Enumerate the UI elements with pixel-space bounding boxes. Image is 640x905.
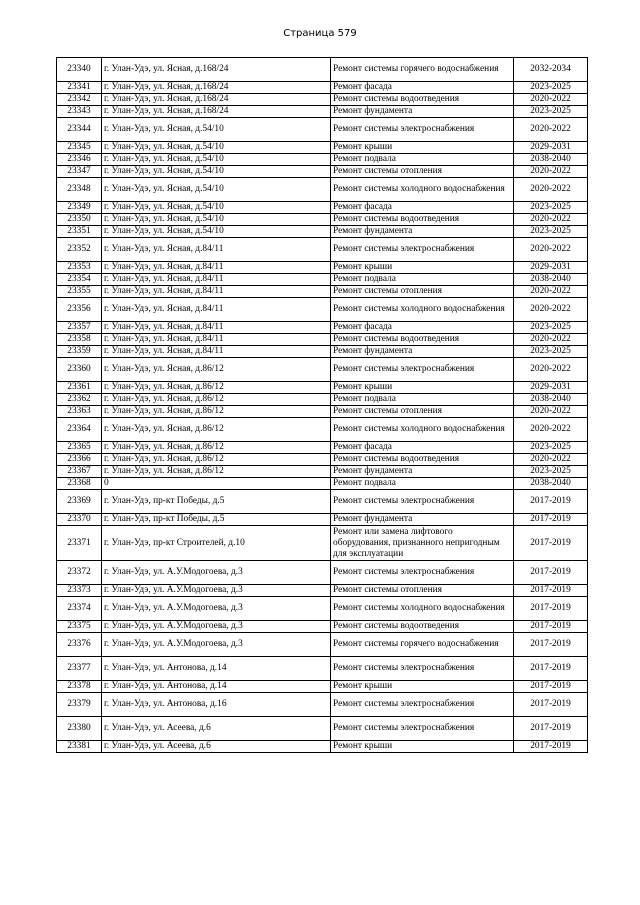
row-number-cell: 23366 (57, 454, 102, 466)
work-type-cell: Ремонт фасада (331, 82, 514, 94)
work-type-cell: Ремонт системы электроснабжения (331, 657, 514, 681)
address-cell: г. Улан-Удэ, ул. Ясная, д.86/12 (102, 358, 331, 382)
address-cell: г. Улан-Удэ, ул. Асеева, д.6 (102, 717, 331, 741)
address-cell: г. Улан-Удэ, ул. Ясная, д.86/12 (102, 418, 331, 442)
work-type-cell: Ремонт фундамента (331, 466, 514, 478)
work-type-cell: Ремонт системы горячего водоснабжения (331, 633, 514, 657)
work-type-cell: Ремонт или замена лифтового оборудования, признанного непригодным для эксплуатации (331, 526, 514, 561)
period-cell: 2020-2022 (514, 334, 588, 346)
table-row (57, 526, 588, 561)
work-type-cell: Ремонт фасада (331, 202, 514, 214)
row-number-cell: 23341 (57, 82, 102, 94)
table-row (57, 238, 588, 262)
row-number-cell: 23363 (57, 406, 102, 418)
row-number-cell: 23344 (57, 118, 102, 142)
address-cell: г. Улан-Удэ, ул. Ясная, д.54/10 (102, 178, 331, 202)
address-cell: г. Улан-Удэ, ул. Ясная, д.168/24 (102, 94, 331, 106)
row-number-cell: 23350 (57, 214, 102, 226)
table-row (57, 597, 588, 621)
table-row (57, 561, 588, 585)
table-row (57, 262, 588, 274)
table-row (57, 478, 588, 490)
work-type-cell: Ремонт системы отопления (331, 406, 514, 418)
period-cell: 2020-2022 (514, 298, 588, 322)
period-cell: 2020-2022 (514, 166, 588, 178)
table-row (57, 82, 588, 94)
row-number-cell: 23377 (57, 657, 102, 681)
table-row (57, 741, 588, 753)
row-number-cell: 23373 (57, 585, 102, 597)
period-cell: 2020-2022 (514, 178, 588, 202)
work-type-cell: Ремонт системы электроснабжения (331, 358, 514, 382)
address-cell: г. Улан-Удэ, ул. Ясная, д.86/12 (102, 406, 331, 418)
row-number-cell: 23372 (57, 561, 102, 585)
row-number-cell: 23375 (57, 621, 102, 633)
address-cell: г. Улан-Удэ, ул. Ясная, д.168/24 (102, 58, 331, 82)
table-row (57, 142, 588, 154)
address-cell: г. Улан-Удэ, ул. Ясная, д.84/11 (102, 298, 331, 322)
period-cell: 2023-2025 (514, 106, 588, 118)
period-cell: 2023-2025 (514, 346, 588, 358)
work-type-cell: Ремонт системы электроснабжения (331, 561, 514, 585)
work-type-cell: Ремонт крыши (331, 262, 514, 274)
row-number-cell: 23351 (57, 226, 102, 238)
work-type-cell: Ремонт фасада (331, 442, 514, 454)
row-number-cell: 23367 (57, 466, 102, 478)
period-cell: 2023-2025 (514, 442, 588, 454)
period-cell: 2017-2019 (514, 693, 588, 717)
work-type-cell: Ремонт системы холодного водоснабжения (331, 597, 514, 621)
table-row (57, 382, 588, 394)
address-cell: г. Улан-Удэ, ул. А.У.Модогоева, д.3 (102, 633, 331, 657)
period-cell: 2017-2019 (514, 585, 588, 597)
period-cell: 2023-2025 (514, 226, 588, 238)
period-cell: 2017-2019 (514, 681, 588, 693)
address-cell: г. Улан-Удэ, ул. Ясная, д.54/10 (102, 154, 331, 166)
table-row (57, 118, 588, 142)
row-number-cell: 23369 (57, 490, 102, 514)
table-row (57, 286, 588, 298)
table-row (57, 717, 588, 741)
address-cell: г. Улан-Удэ, ул. А.У.Модогоева, д.3 (102, 621, 331, 633)
period-cell: 2029-2031 (514, 142, 588, 154)
work-type-cell: Ремонт системы водоотведения (331, 214, 514, 226)
row-number-cell: 23347 (57, 166, 102, 178)
address-cell: г. Улан-Удэ, ул. Ясная, д.168/24 (102, 106, 331, 118)
row-number-cell: 23379 (57, 693, 102, 717)
row-number-cell: 23374 (57, 597, 102, 621)
work-type-cell: Ремонт системы холодного водоснабжения (331, 298, 514, 322)
work-type-cell: Ремонт системы отопления (331, 286, 514, 298)
table-row (57, 106, 588, 118)
table-row (57, 490, 588, 514)
address-cell: г. Улан-Удэ, ул. Ясная, д.84/11 (102, 286, 331, 298)
address-cell: 0 (102, 478, 331, 490)
period-cell: 2017-2019 (514, 621, 588, 633)
table-row (57, 166, 588, 178)
address-cell: г. Улан-Удэ, ул. Асеева, д.6 (102, 741, 331, 753)
period-cell: 2017-2019 (514, 526, 588, 561)
work-type-cell: Ремонт системы электроснабжения (331, 490, 514, 514)
work-type-cell: Ремонт фундамента (331, 106, 514, 118)
address-cell: г. Улан-Удэ, ул. Ясная, д.84/11 (102, 346, 331, 358)
address-cell: г. Улан-Удэ, пр-кт Строителей, д.10 (102, 526, 331, 561)
work-type-cell: Ремонт системы отопления (331, 166, 514, 178)
work-type-cell: Ремонт системы электроснабжения (331, 693, 514, 717)
address-cell: г. Улан-Удэ, ул. А.У.Модогоева, д.3 (102, 585, 331, 597)
row-number-cell: 23359 (57, 346, 102, 358)
table-row (57, 346, 588, 358)
table-row (57, 681, 588, 693)
table-row (57, 358, 588, 382)
table-row (57, 585, 588, 597)
period-cell: 2020-2022 (514, 358, 588, 382)
period-cell: 2038-2040 (514, 478, 588, 490)
row-number-cell: 23357 (57, 322, 102, 334)
row-number-cell: 23360 (57, 358, 102, 382)
work-type-cell: Ремонт системы водоотведения (331, 454, 514, 466)
address-cell: г. Улан-Удэ, пр-кт Победы, д.5 (102, 514, 331, 526)
period-cell: 2017-2019 (514, 514, 588, 526)
address-cell: г. Улан-Удэ, ул. Ясная, д.86/12 (102, 466, 331, 478)
period-cell: 2023-2025 (514, 82, 588, 94)
row-number-cell: 23348 (57, 178, 102, 202)
row-number-cell: 23346 (57, 154, 102, 166)
row-number-cell: 23352 (57, 238, 102, 262)
address-cell: г. Улан-Удэ, ул. Ясная, д.54/10 (102, 214, 331, 226)
address-cell: г. Улан-Удэ, ул. Ясная, д.54/10 (102, 142, 331, 154)
period-cell: 2020-2022 (514, 454, 588, 466)
period-cell: 2017-2019 (514, 657, 588, 681)
row-number-cell: 23345 (57, 142, 102, 154)
work-type-cell: Ремонт системы электроснабжения (331, 717, 514, 741)
row-number-cell: 23378 (57, 681, 102, 693)
table-row (57, 406, 588, 418)
work-type-cell: Ремонт фундамента (331, 346, 514, 358)
address-cell: г. Улан-Удэ, ул. Ясная, д.168/24 (102, 82, 331, 94)
table-row (57, 454, 588, 466)
address-cell: г. Улан-Удэ, ул. А.У.Модогоева, д.3 (102, 597, 331, 621)
period-cell: 2017-2019 (514, 561, 588, 585)
address-cell: г. Улан-Удэ, ул. Ясная, д.86/12 (102, 442, 331, 454)
period-cell: 2020-2022 (514, 406, 588, 418)
period-cell: 2020-2022 (514, 286, 588, 298)
period-cell: 2020-2022 (514, 238, 588, 262)
period-cell: 2023-2025 (514, 202, 588, 214)
address-cell: г. Улан-Удэ, ул. Ясная, д.86/12 (102, 382, 331, 394)
period-cell: 2020-2022 (514, 94, 588, 106)
work-type-cell: Ремонт фундамента (331, 514, 514, 526)
row-number-cell: 23365 (57, 442, 102, 454)
period-cell: 2038-2040 (514, 154, 588, 166)
period-cell: 2032-2034 (514, 58, 588, 82)
work-type-cell: Ремонт крыши (331, 681, 514, 693)
work-type-cell: Ремонт подвала (331, 394, 514, 406)
period-cell: 2023-2025 (514, 466, 588, 478)
address-cell: г. Улан-Удэ, ул. Ясная, д.84/11 (102, 334, 331, 346)
table-row (57, 418, 588, 442)
address-cell: г. Улан-Удэ, ул. А.У.Модогоева, д.3 (102, 561, 331, 585)
table-row (57, 154, 588, 166)
table-row (57, 514, 588, 526)
work-type-cell: Ремонт крыши (331, 382, 514, 394)
row-number-cell: 23358 (57, 334, 102, 346)
table-row (57, 58, 588, 82)
address-cell: г. Улан-Удэ, ул. Ясная, д.54/10 (102, 166, 331, 178)
period-cell: 2038-2040 (514, 394, 588, 406)
work-type-cell: Ремонт системы отопления (331, 585, 514, 597)
work-type-cell: Ремонт крыши (331, 142, 514, 154)
period-cell: 2017-2019 (514, 490, 588, 514)
table-row (57, 214, 588, 226)
row-number-cell: 23371 (57, 526, 102, 561)
address-cell: г. Улан-Удэ, ул. Ясная, д.54/10 (102, 226, 331, 238)
address-cell: г. Улан-Удэ, пр-кт Победы, д.5 (102, 490, 331, 514)
table-row (57, 274, 588, 286)
table-row (57, 334, 588, 346)
table-row (57, 466, 588, 478)
row-number-cell: 23354 (57, 274, 102, 286)
period-cell: 2017-2019 (514, 741, 588, 753)
row-number-cell: 23349 (57, 202, 102, 214)
period-cell: 2017-2019 (514, 597, 588, 621)
address-cell: г. Улан-Удэ, ул. Ясная, д.54/10 (102, 118, 331, 142)
work-type-cell: Ремонт системы электроснабжения (331, 118, 514, 142)
row-number-cell: 23361 (57, 382, 102, 394)
row-number-cell: 23381 (57, 741, 102, 753)
address-cell: г. Улан-Удэ, ул. Ясная, д.86/12 (102, 454, 331, 466)
work-type-cell: Ремонт системы холодного водоснабжения (331, 418, 514, 442)
row-number-cell: 23340 (57, 58, 102, 82)
row-number-cell: 23376 (57, 633, 102, 657)
period-cell: 2017-2019 (514, 717, 588, 741)
table-row (57, 178, 588, 202)
table-row (57, 322, 588, 334)
row-number-cell: 23370 (57, 514, 102, 526)
period-cell: 2038-2040 (514, 274, 588, 286)
row-number-cell: 23380 (57, 717, 102, 741)
page-header: Страница 579 (283, 28, 357, 39)
row-number-cell: 23368 (57, 478, 102, 490)
period-cell: 2029-2031 (514, 382, 588, 394)
work-type-cell: Ремонт крыши (331, 741, 514, 753)
work-type-cell: Ремонт подвала (331, 274, 514, 286)
row-number-cell: 23353 (57, 262, 102, 274)
work-type-cell: Ремонт системы холодного водоснабжения (331, 178, 514, 202)
work-type-cell: Ремонт системы водоотведения (331, 334, 514, 346)
period-cell: 2017-2019 (514, 633, 588, 657)
table-row (57, 693, 588, 717)
address-cell: г. Улан-Удэ, ул. Антонова, д.14 (102, 681, 331, 693)
address-cell: г. Улан-Удэ, ул. Антонова, д.14 (102, 657, 331, 681)
address-cell: г. Улан-Удэ, ул. Ясная, д.84/11 (102, 262, 331, 274)
work-type-cell: Ремонт системы водоотведения (331, 621, 514, 633)
row-number-cell: 23356 (57, 298, 102, 322)
table-row (57, 94, 588, 106)
repair-schedule-table (56, 57, 588, 753)
table-row (57, 633, 588, 657)
row-number-cell: 23343 (57, 106, 102, 118)
row-number-cell: 23364 (57, 418, 102, 442)
address-cell: г. Улан-Удэ, ул. Ясная, д.86/12 (102, 394, 331, 406)
row-number-cell: 23362 (57, 394, 102, 406)
table-row (57, 621, 588, 633)
work-type-cell: Ремонт фундамента (331, 226, 514, 238)
address-cell: г. Улан-Удэ, ул. Ясная, д.84/11 (102, 322, 331, 334)
period-cell: 2020-2022 (514, 118, 588, 142)
work-type-cell: Ремонт подвала (331, 478, 514, 490)
work-type-cell: Ремонт подвала (331, 154, 514, 166)
table-row (57, 202, 588, 214)
work-type-cell: Ремонт системы электроснабжения (331, 238, 514, 262)
table-body (57, 58, 588, 753)
period-cell: 2020-2022 (514, 418, 588, 442)
work-type-cell: Ремонт фасада (331, 322, 514, 334)
table-row (57, 442, 588, 454)
period-cell: 2023-2025 (514, 322, 588, 334)
period-cell: 2020-2022 (514, 214, 588, 226)
address-cell: г. Улан-Удэ, ул. Ясная, д.84/11 (102, 238, 331, 262)
period-cell: 2029-2031 (514, 262, 588, 274)
work-type-cell: Ремонт системы горячего водоснабжения (331, 58, 514, 82)
row-number-cell: 23342 (57, 94, 102, 106)
address-cell: г. Улан-Удэ, ул. Антонова, д.16 (102, 693, 331, 717)
table-row (57, 226, 588, 238)
table-row (57, 298, 588, 322)
work-type-cell: Ремонт системы водоотведения (331, 94, 514, 106)
table-row (57, 657, 588, 681)
address-cell: г. Улан-Удэ, ул. Ясная, д.54/10 (102, 202, 331, 214)
table-row (57, 394, 588, 406)
address-cell: г. Улан-Удэ, ул. Ясная, д.84/11 (102, 274, 331, 286)
row-number-cell: 23355 (57, 286, 102, 298)
